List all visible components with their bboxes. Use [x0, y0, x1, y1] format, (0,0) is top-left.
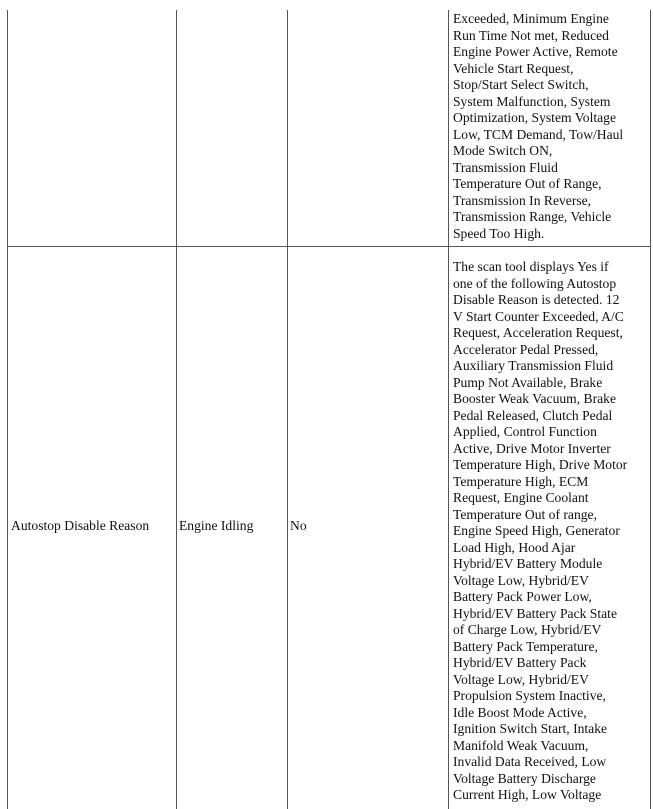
column-divider-2	[287, 10, 288, 809]
row-divider	[7, 246, 651, 247]
description-cell: The scan tool displays Yes if one of the following Autostop Disable Reason is detected. 12 V Start Counter Exceeded, A/C Request, Acceleration Request, Accelerator Pedal Pressed, Auxiliary Transmission Fluid Pump Not Available, Brake Booster Weak Vacuum, Brake Pedal Released, Clutch Pedal Applied, Control Function Active, Drive Motor Inverter Temperature High, Drive Motor Temperature High, ECM Request, Engine Coolant Temperature Out of range, Engine Speed High, Generator Load High, Hood Ajar Hybrid/EV Battery Module Voltage Low, Hybrid/EV Battery Pack Power Low, Hybrid/EV Battery Pack State of Charge Low, Hybrid/EV Battery Pack Temperature, Hybrid/EV Battery Pack Voltage Low, Hybrid/EV Propulsion System Inactive, Idle Boost Mode Active, Ignition Switch Start, Intake Manifold Weak Vacuum, Invalid Data Received, Low Voltage Battery Discharge Current High, Low Voltage	[453, 259, 628, 802]
description-cell: Exceeded, Minimum Engine Run Time Not met, Reduced Engine Power Active, Remote Vehicle Start Request, Stop/Start Select Switch, System Malfunction, System Optimization, System Voltage Low, TCM Demand, Tow/Haul Mode Switch ON, Transmission Fluid Temperature Out of Range, Transmission In Reverse, Transmission Range, Vehicle Speed Too High.	[453, 11, 624, 241]
system-state-cell: Engine Idling	[179, 518, 254, 533]
parameter-name-cell: Autostop Disable Reason	[11, 518, 150, 533]
expected-value-cell: No	[290, 518, 307, 533]
table-border-right	[650, 10, 651, 809]
column-divider-1	[176, 10, 177, 809]
column-divider-3	[448, 10, 449, 809]
table-border-left	[7, 10, 8, 809]
